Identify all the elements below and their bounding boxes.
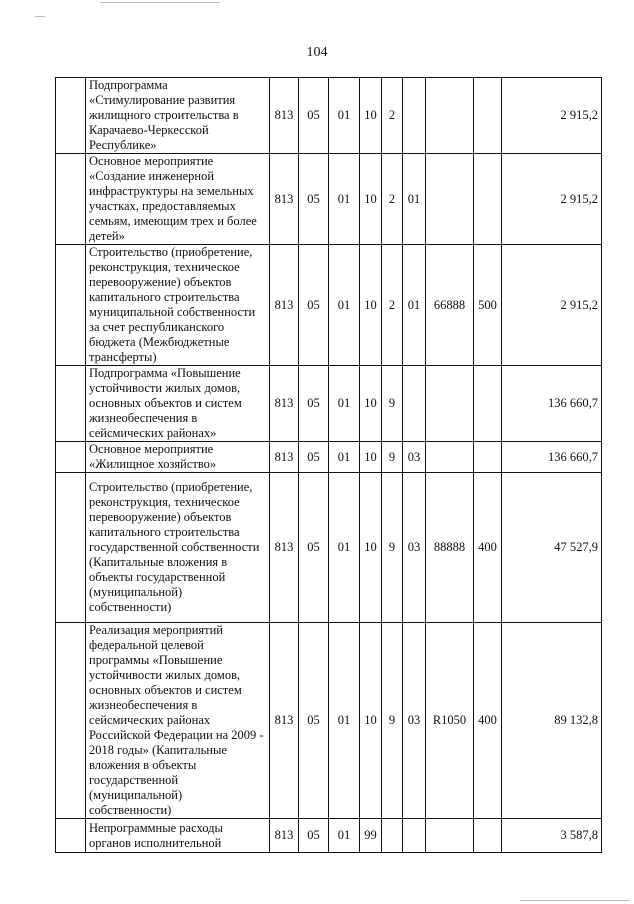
amount-cell: 47 527,9 [502, 473, 602, 623]
section-code-cell: 05 [299, 366, 329, 442]
event-code-cell: 03 [403, 442, 426, 473]
ministry-code-cell: 813 [270, 473, 299, 623]
section-code-cell: 05 [299, 623, 329, 819]
subsection-code-cell: 01 [329, 819, 360, 853]
table-row [56, 366, 602, 442]
subsection-code-cell: 01 [329, 473, 360, 623]
amount-cell: 2 915,2 [502, 78, 602, 154]
program-code-cell: 10 [360, 154, 382, 245]
subprogram-code-cell: 9 [382, 366, 403, 442]
ministry-code-cell: 813 [270, 623, 299, 819]
ministry-code-cell: 813 [270, 245, 299, 366]
expense-name-cell: Основное мероприятие «Создание инженерной инфраструктуры на земельных участках, предоставляемых семьям, имеющим трех и более детей» [86, 154, 270, 245]
expense-type-cell [474, 78, 502, 154]
row-number-cell [56, 442, 86, 473]
expense-type-cell: 400 [474, 623, 502, 819]
direction-code-cell [426, 366, 474, 442]
event-code-cell [403, 819, 426, 853]
expense-name-cell: Непрограммные расходы органов исполнительной [86, 819, 270, 853]
expense-type-cell [474, 366, 502, 442]
expense-name-cell: Реализация мероприятий федеральной целевой программы «Повышение устойчивости жилых домов, основных объектов и систем жизнеобеспечения в сейсмических районах Российской Федерации на 2009 - 2018 годы» (Капитальные вложения в объекты государственной (муниципальной) собственности) [86, 623, 270, 819]
subprogram-code-cell: 9 [382, 473, 403, 623]
expense-name-cell: Строительство (приобретение, реконструкция, техническое перевооружение) объектов капитального строительства государственной собственности (Капитальные вложения в объекты государственной (муниципальной) собственности) [86, 473, 270, 623]
subsection-code-cell: 01 [329, 78, 360, 154]
row-number-cell [56, 245, 86, 366]
subprogram-code-cell: 9 [382, 623, 403, 819]
scan-edge-mark [100, 2, 220, 3]
subsection-code-cell: 01 [329, 623, 360, 819]
subprogram-code-cell: 2 [382, 154, 403, 245]
direction-code-cell: R1050 [426, 623, 474, 819]
subprogram-code-cell: 9 [382, 442, 403, 473]
expense-name-cell: Подпрограмма «Повышение устойчивости жилых домов, основных объектов и систем жизнеобеспечения в сейсмических районах» [86, 366, 270, 442]
expense-name-cell: Основное мероприятие «Жилищное хозяйство» [86, 442, 270, 473]
row-number-cell [56, 78, 86, 154]
event-code-cell: 01 [403, 245, 426, 366]
direction-code-cell [426, 154, 474, 245]
table-row [56, 473, 602, 623]
expense-type-cell [474, 819, 502, 853]
table-row [56, 78, 602, 154]
event-code-cell: 01 [403, 154, 426, 245]
amount-cell: 3 587,8 [502, 819, 602, 853]
row-number-cell [56, 623, 86, 819]
table-body [56, 78, 602, 853]
section-code-cell: 05 [299, 473, 329, 623]
amount-cell: 136 660,7 [502, 442, 602, 473]
ministry-code-cell: 813 [270, 442, 299, 473]
direction-code-cell: 88888 [426, 473, 474, 623]
row-number-cell [56, 366, 86, 442]
row-number-cell [56, 819, 86, 853]
program-code-cell: 10 [360, 245, 382, 366]
amount-cell: 2 915,2 [502, 154, 602, 245]
subsection-code-cell: 01 [329, 442, 360, 473]
table-row [56, 245, 602, 366]
event-code-cell [403, 366, 426, 442]
direction-code-cell [426, 819, 474, 853]
direction-code-cell [426, 442, 474, 473]
table-row [56, 154, 602, 245]
amount-cell: 2 915,2 [502, 245, 602, 366]
subprogram-code-cell: 2 [382, 245, 403, 366]
ministry-code-cell: 813 [270, 819, 299, 853]
program-code-cell: 10 [360, 442, 382, 473]
ministry-code-cell: 813 [270, 366, 299, 442]
section-code-cell: 05 [299, 154, 329, 245]
direction-code-cell [426, 78, 474, 154]
direction-code-cell: 66888 [426, 245, 474, 366]
subsection-code-cell: 01 [329, 366, 360, 442]
scan-edge-mark [35, 16, 45, 17]
amount-cell: 89 132,8 [502, 623, 602, 819]
program-code-cell: 10 [360, 366, 382, 442]
ministry-code-cell: 813 [270, 78, 299, 154]
scan-edge-mark [520, 900, 630, 901]
subsection-code-cell: 01 [329, 154, 360, 245]
expense-type-cell: 500 [474, 245, 502, 366]
event-code-cell [403, 78, 426, 154]
program-code-cell: 10 [360, 473, 382, 623]
table-row [56, 442, 602, 473]
expense-type-cell [474, 154, 502, 245]
program-code-cell: 10 [360, 623, 382, 819]
subsection-code-cell: 01 [329, 245, 360, 366]
row-number-cell [56, 154, 86, 245]
ministry-code-cell: 813 [270, 154, 299, 245]
page-number: 104 [306, 45, 328, 60]
expense-name-cell: Подпрограмма «Стимулирование развития жилищного строительства в Карачаево-Черкесской Республике» [86, 78, 270, 154]
row-number-cell [56, 473, 86, 623]
amount-cell: 136 660,7 [502, 366, 602, 442]
table-row [56, 819, 602, 853]
program-code-cell: 99 [360, 819, 382, 853]
expense-name-cell: Строительство (приобретение, реконструкция, техническое перевооружение) объектов капитального строительства муниципальной собственности за счет республиканского бюджета (Межбюджетные трансферты) [86, 245, 270, 366]
expense-type-cell: 400 [474, 473, 502, 623]
section-code-cell: 05 [299, 78, 329, 154]
event-code-cell: 03 [403, 473, 426, 623]
section-code-cell: 05 [299, 442, 329, 473]
budget-table [55, 77, 602, 853]
expense-type-cell [474, 442, 502, 473]
subprogram-code-cell: 2 [382, 78, 403, 154]
section-code-cell: 05 [299, 819, 329, 853]
subprogram-code-cell [382, 819, 403, 853]
table-row [56, 623, 602, 819]
section-code-cell: 05 [299, 245, 329, 366]
program-code-cell: 10 [360, 78, 382, 154]
event-code-cell: 03 [403, 623, 426, 819]
